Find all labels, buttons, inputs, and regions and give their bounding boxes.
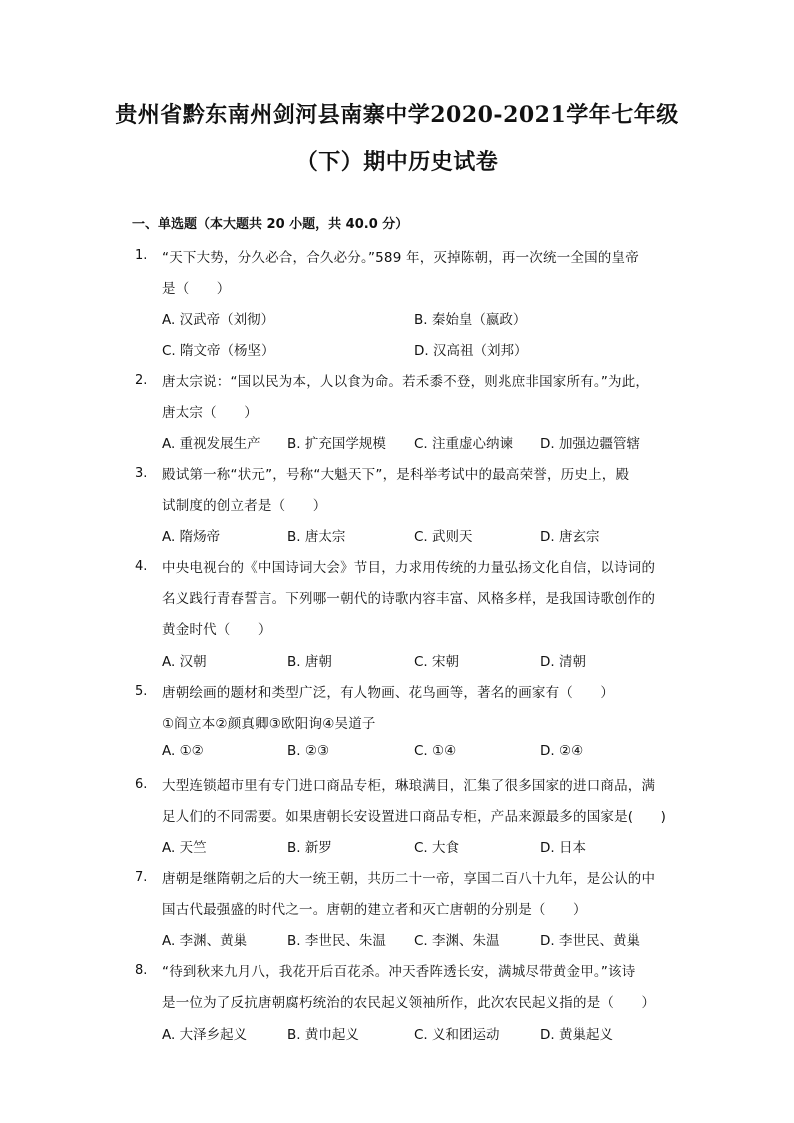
question-text-line: “天下大势，分久必合，合久必分。”589 年，灭掉陈朝，再一次统一全国的皇帝 xyxy=(162,250,639,266)
option-d: D. 汉高祖（刘邦） xyxy=(414,343,528,359)
exam-title-line2: （下）期中历史试卷 xyxy=(295,149,499,175)
question-text-line: 殿试第一称“状元”，号称“大魁天下”，是科举考试中的最高荣誉，历史上，殿 xyxy=(162,467,630,483)
option-a: A. 大泽乡起义 xyxy=(162,1027,248,1043)
option-b: B. 唐朝 xyxy=(287,654,332,670)
option-a: A. ①② xyxy=(162,743,204,759)
option-b: B. ②③ xyxy=(287,743,330,759)
option-a: A. 重视发展生产 xyxy=(162,436,261,452)
option-c: C. 大食 xyxy=(414,840,460,856)
question-number: 6. xyxy=(135,777,148,792)
option-a: A. 隋炀帝 xyxy=(162,529,221,545)
question-number: 3. xyxy=(135,466,148,481)
question-text-line: 名义践行青春誓言。下列哪一朝代的诗歌内容丰富、风格多样，是我国诗歌创作的 xyxy=(162,591,656,607)
question-number: 2. xyxy=(135,373,148,388)
question-text-line: 唐太宗（ ） xyxy=(162,405,258,421)
question-text-line: 国古代最强盛的时代之一。唐朝的建立者和灭亡唐朝的分别是（ ） xyxy=(162,902,587,918)
option-d: D. ②④ xyxy=(540,743,584,759)
question-text-line: 唐朝绘画的题材和类型广泛，有人物画、花鸟画等，著名的画家有（ ） xyxy=(162,685,615,701)
option-c: C. 隋文帝（杨坚） xyxy=(162,343,275,359)
question-number: 5. xyxy=(135,684,148,699)
question-text-line: 是（ ） xyxy=(162,281,231,297)
option-d: D. 清朝 xyxy=(540,654,586,670)
question-text-line: 唐朝是继隋朝之后的大一统王朝，共历二十一帝，享国二百八十九年，是公认的中 xyxy=(162,871,656,887)
question-text-line: 中央电视台的《中国诗词大会》节目，力求用传统的力量弘扬文化自信，以诗词的 xyxy=(162,560,656,576)
option-b: B. 秦始皇（嬴政） xyxy=(414,312,527,328)
question-text-line: 是一位为了反抗唐朝腐朽统治的农民起义领袖所作，此次农民起义指的是（ ） xyxy=(162,995,656,1011)
question-number: 7. xyxy=(135,870,148,885)
question-text-line: 足人们的不同需要。如果唐朝长安设置进口商品专柜，产品来源最多的国家是( ) xyxy=(162,809,667,825)
option-b: B. 黄巾起义 xyxy=(287,1027,359,1043)
option-d: D. 加强边疆管辖 xyxy=(540,436,640,452)
section-heading: 一、单选题（本大题共 20 小题，共 40.0 分） xyxy=(132,217,409,232)
option-b: B. 唐太宗 xyxy=(287,529,346,545)
option-c: C. 李渊、朱温 xyxy=(414,933,500,949)
exam-title-line1: 贵州省黔东南州剑河县南寨中学2020-2021学年七年级 xyxy=(115,102,679,128)
option-b: B. 扩充国学规模 xyxy=(287,436,386,452)
question-text-line: 大型连锁超市里有专门进口商品专柜，琳琅满目，汇集了很多国家的进口商品，满 xyxy=(162,778,656,794)
option-c: C. 义和团运动 xyxy=(414,1027,500,1043)
question-text-line: ①阎立本②颜真卿③欧阳询④吴道子 xyxy=(162,716,376,732)
option-c: C. 宋朝 xyxy=(414,654,460,670)
option-c: C. ①④ xyxy=(414,743,457,759)
option-a: A. 天竺 xyxy=(162,840,207,856)
question-number: 1. xyxy=(135,248,148,263)
option-b: B. 新罗 xyxy=(287,840,332,856)
option-d: D. 日本 xyxy=(540,840,586,856)
question-text-line: 唐太宗说：“国以民为本，人以食为命。若禾黍不登，则兆庶非国家所有。”为此， xyxy=(162,374,650,390)
question-text-line: 试制度的创立者是（ ） xyxy=(162,498,327,514)
option-c: C. 注重虚心纳谏 xyxy=(414,436,514,452)
option-a: A. 汉武帝（刘彻） xyxy=(162,312,275,328)
option-d: D. 李世民、黄巢 xyxy=(540,933,640,949)
question-number: 4. xyxy=(135,559,148,574)
option-a: A. 汉朝 xyxy=(162,654,207,670)
option-c: C. 武则天 xyxy=(414,529,473,545)
option-d: D. 唐玄宗 xyxy=(540,529,600,545)
question-text-line: 黄金时代（ ） xyxy=(162,622,272,638)
option-b: B. 李世民、朱温 xyxy=(287,933,386,949)
option-d: D. 黄巢起义 xyxy=(540,1027,613,1043)
question-number: 8. xyxy=(135,963,148,978)
question-text-line: “待到秋来九月八，我花开后百花杀。冲天香阵透长安，满城尽带黄金甲。”该诗 xyxy=(162,964,636,980)
option-a: A. 李渊、黄巢 xyxy=(162,933,248,949)
